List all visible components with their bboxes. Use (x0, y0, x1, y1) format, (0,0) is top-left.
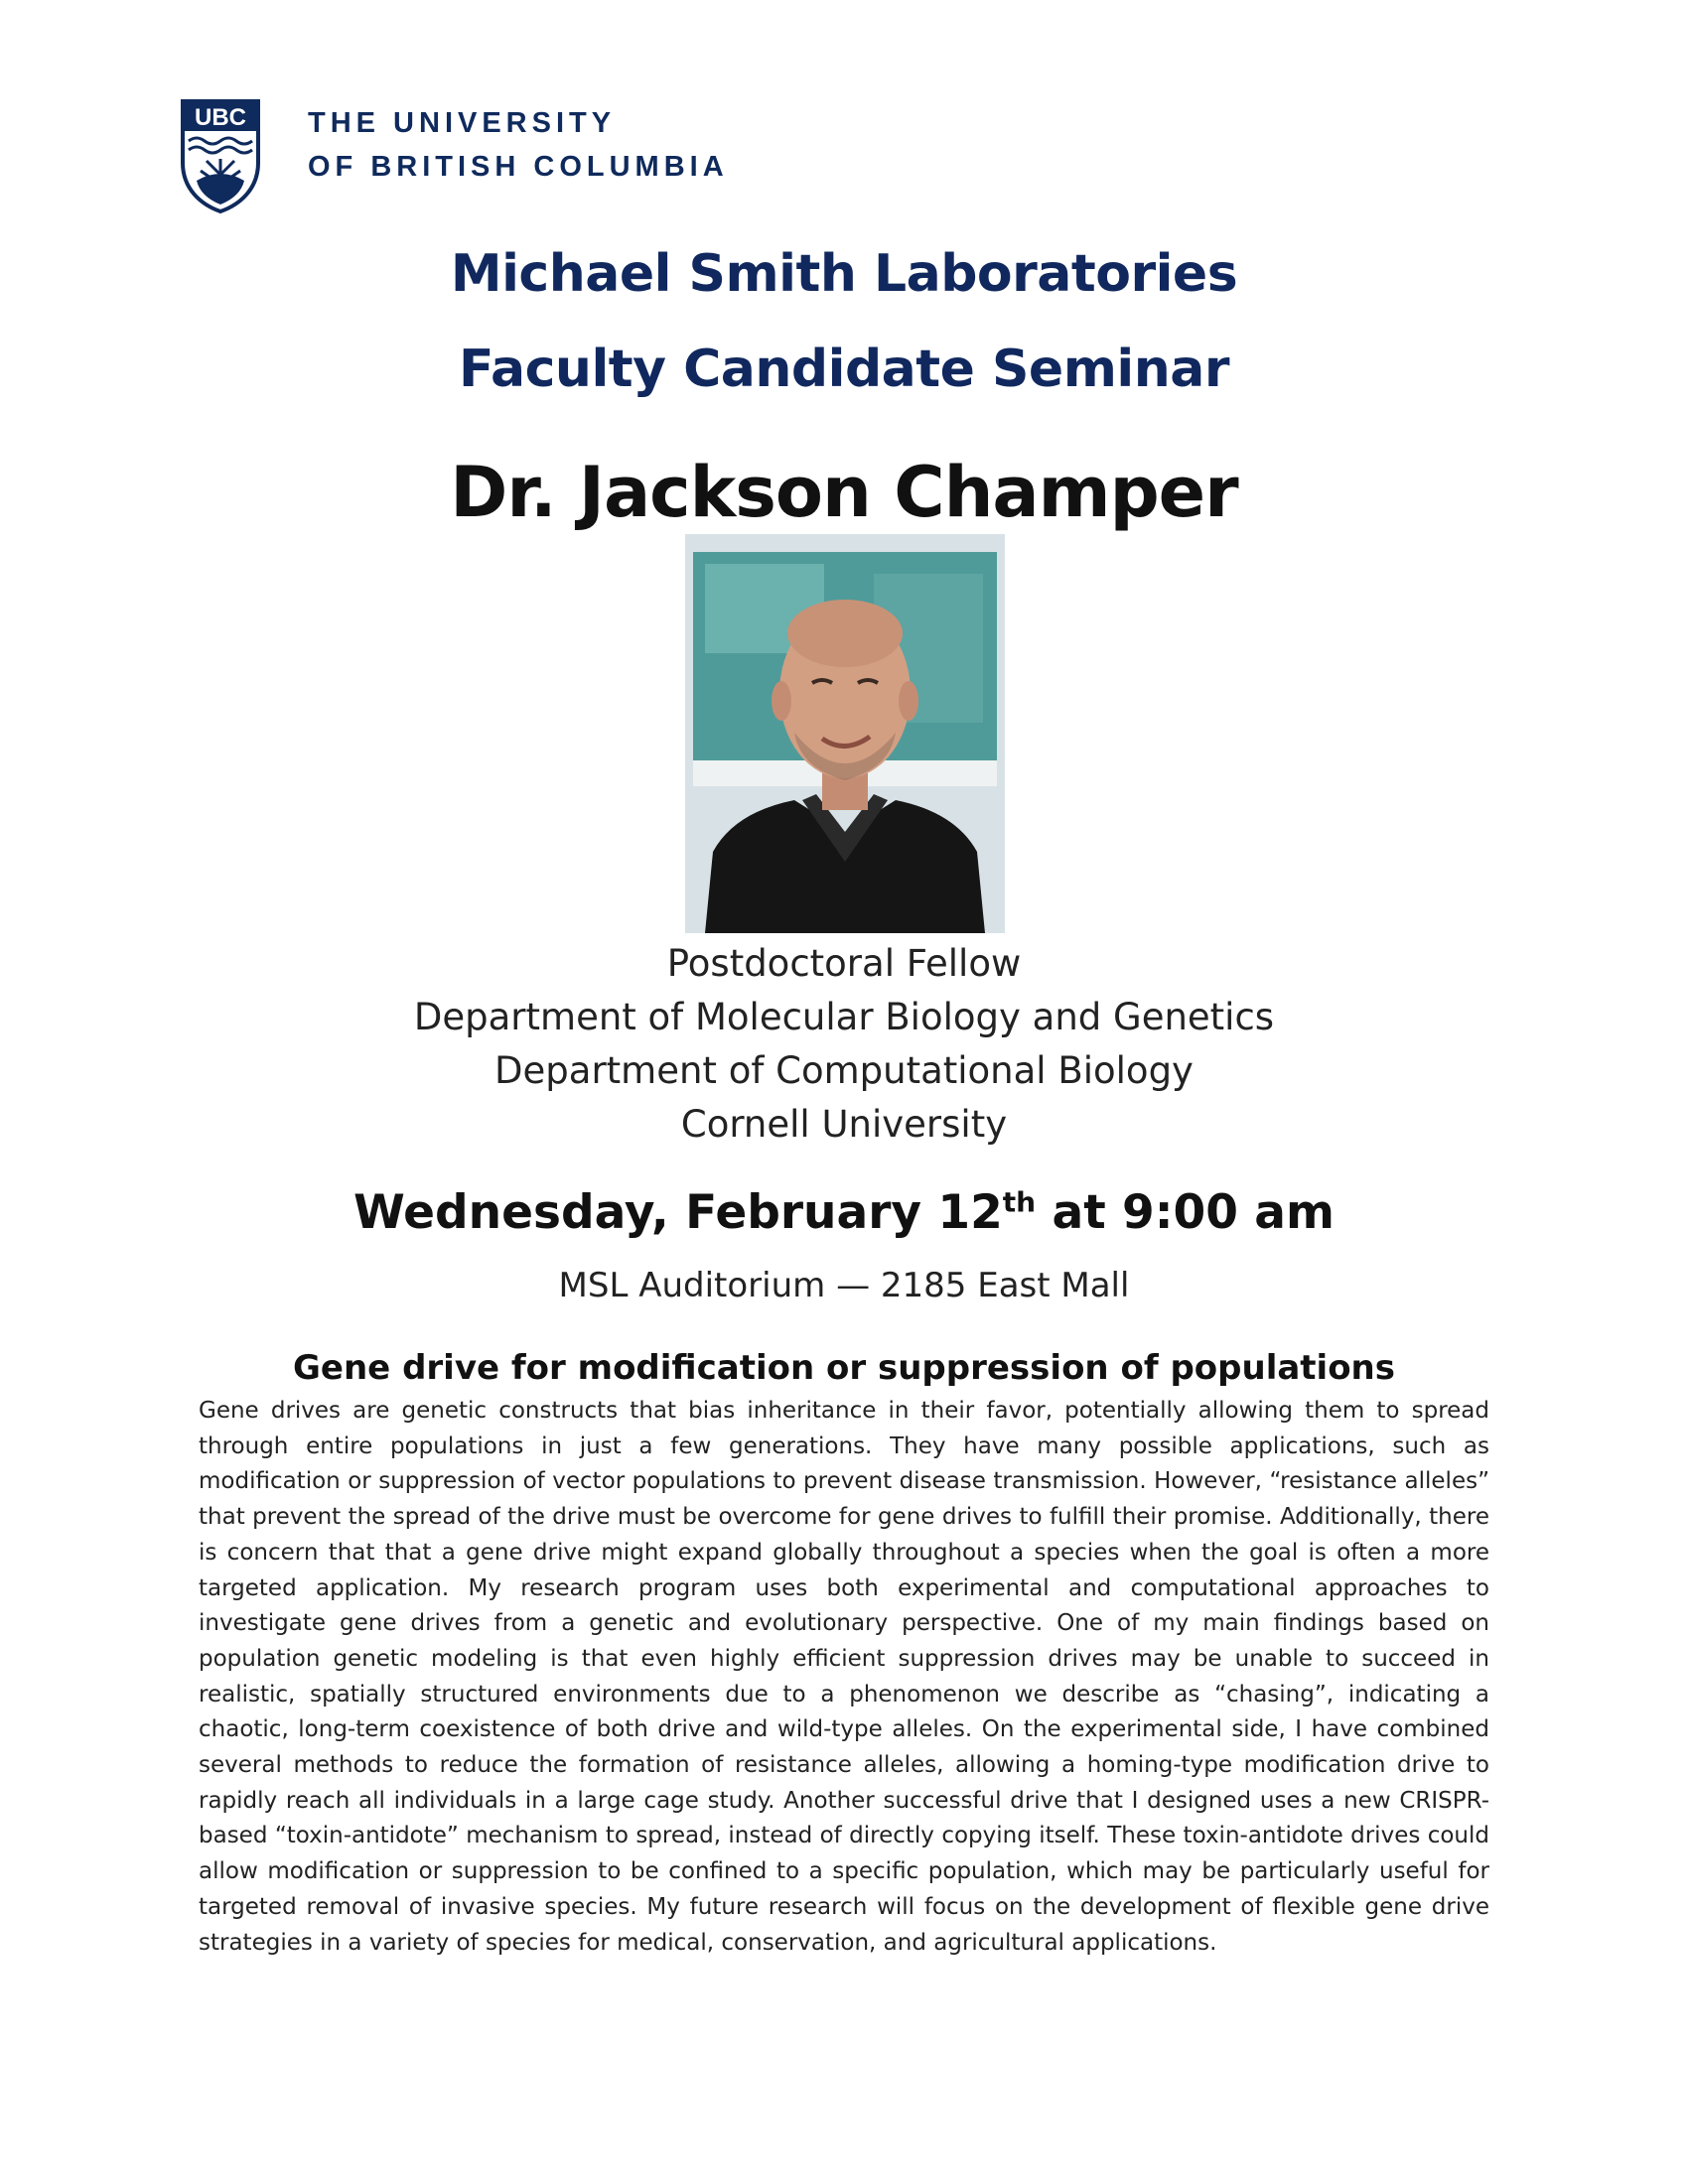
seminar-date-time (0, 1185, 1688, 1240)
organizer-title: Michael Smith Laboratories (450, 244, 1238, 304)
affiliation-department-1: Department of Molecular Biology and Genetics (413, 996, 1275, 1038)
talk-abstract: Gene drives are genetic constructs that bias inheritance in their favor, potentially allowing them to spread through entire populations in just a few generations. They have many possible applications, such as modification or suppression of vector populations to prevent disease transmission. However, “resistance alleles” that prevent the spread of the drive must be overcome for gene drives to fulfill their promise. Additionally, there is concern that that a gene drive might expand globally throughout a species when the goal is often a more targeted application. My research program uses both experimental and computational approaches to investigate gene drives from a genetic and evolutionary perspective. One of my main findings based on population genetic modeling is that even highly efficient suppression drives may be unable to succeed in realistic, spatially structured environments due to a phenomenon we describe as “chasing”, indicating a chaotic, long-term coexistence of both drive and wild-type alleles. On the experimental side, I have combined several methods to reduce the formation of resistance alleles, allowing a homing-type modification drive to rapidly reach all individuals in a large cage study. Another successful drive that I designed uses a new CRISPR-based “toxin-antidote” mechanism to spread, instead of directly copying itself. These toxin-antidote drives could allow modification or suppression to be confined to a specific population, which may be particularly useful for targeted removal of invasive species. My future research will focus on the development of flexible gene drive strategies in a variety of species for medical, conservation, and agricultural applications. (199, 1398, 1489, 1956)
ubc-crest-icon (179, 97, 262, 214)
speaker-name: Dr. Jackson Champer (450, 452, 1238, 533)
date-ordinal-suffix: th (1002, 1185, 1037, 1219)
affiliation-institution: Cornell University (680, 1103, 1008, 1146)
speaker-photo (685, 534, 1005, 933)
talk-title: Gene drive for modification or suppression of populations (293, 1348, 1395, 1388)
crest-lettering: UBC (195, 104, 246, 131)
university-name-line1: THE UNIVERSITY (308, 107, 617, 139)
seminar-date: Wednesday, February 12 (353, 1185, 1003, 1240)
ubc-logo (179, 97, 729, 214)
seminar-series-title: Faculty Candidate Seminar (459, 340, 1229, 399)
speaker-affiliation (0, 937, 1688, 1152)
university-name (308, 101, 729, 189)
university-name-line2: OF BRITISH COLUMBIA (308, 151, 729, 183)
event-heading (0, 226, 1688, 417)
affiliation-department-2: Department of Computational Biology (494, 1049, 1194, 1092)
seminar-time: at 9:00 am (1052, 1185, 1335, 1240)
affiliation-position: Postdoctoral Fellow (666, 942, 1022, 985)
seminar-location: MSL Auditorium — 2185 East Mall (558, 1266, 1130, 1305)
